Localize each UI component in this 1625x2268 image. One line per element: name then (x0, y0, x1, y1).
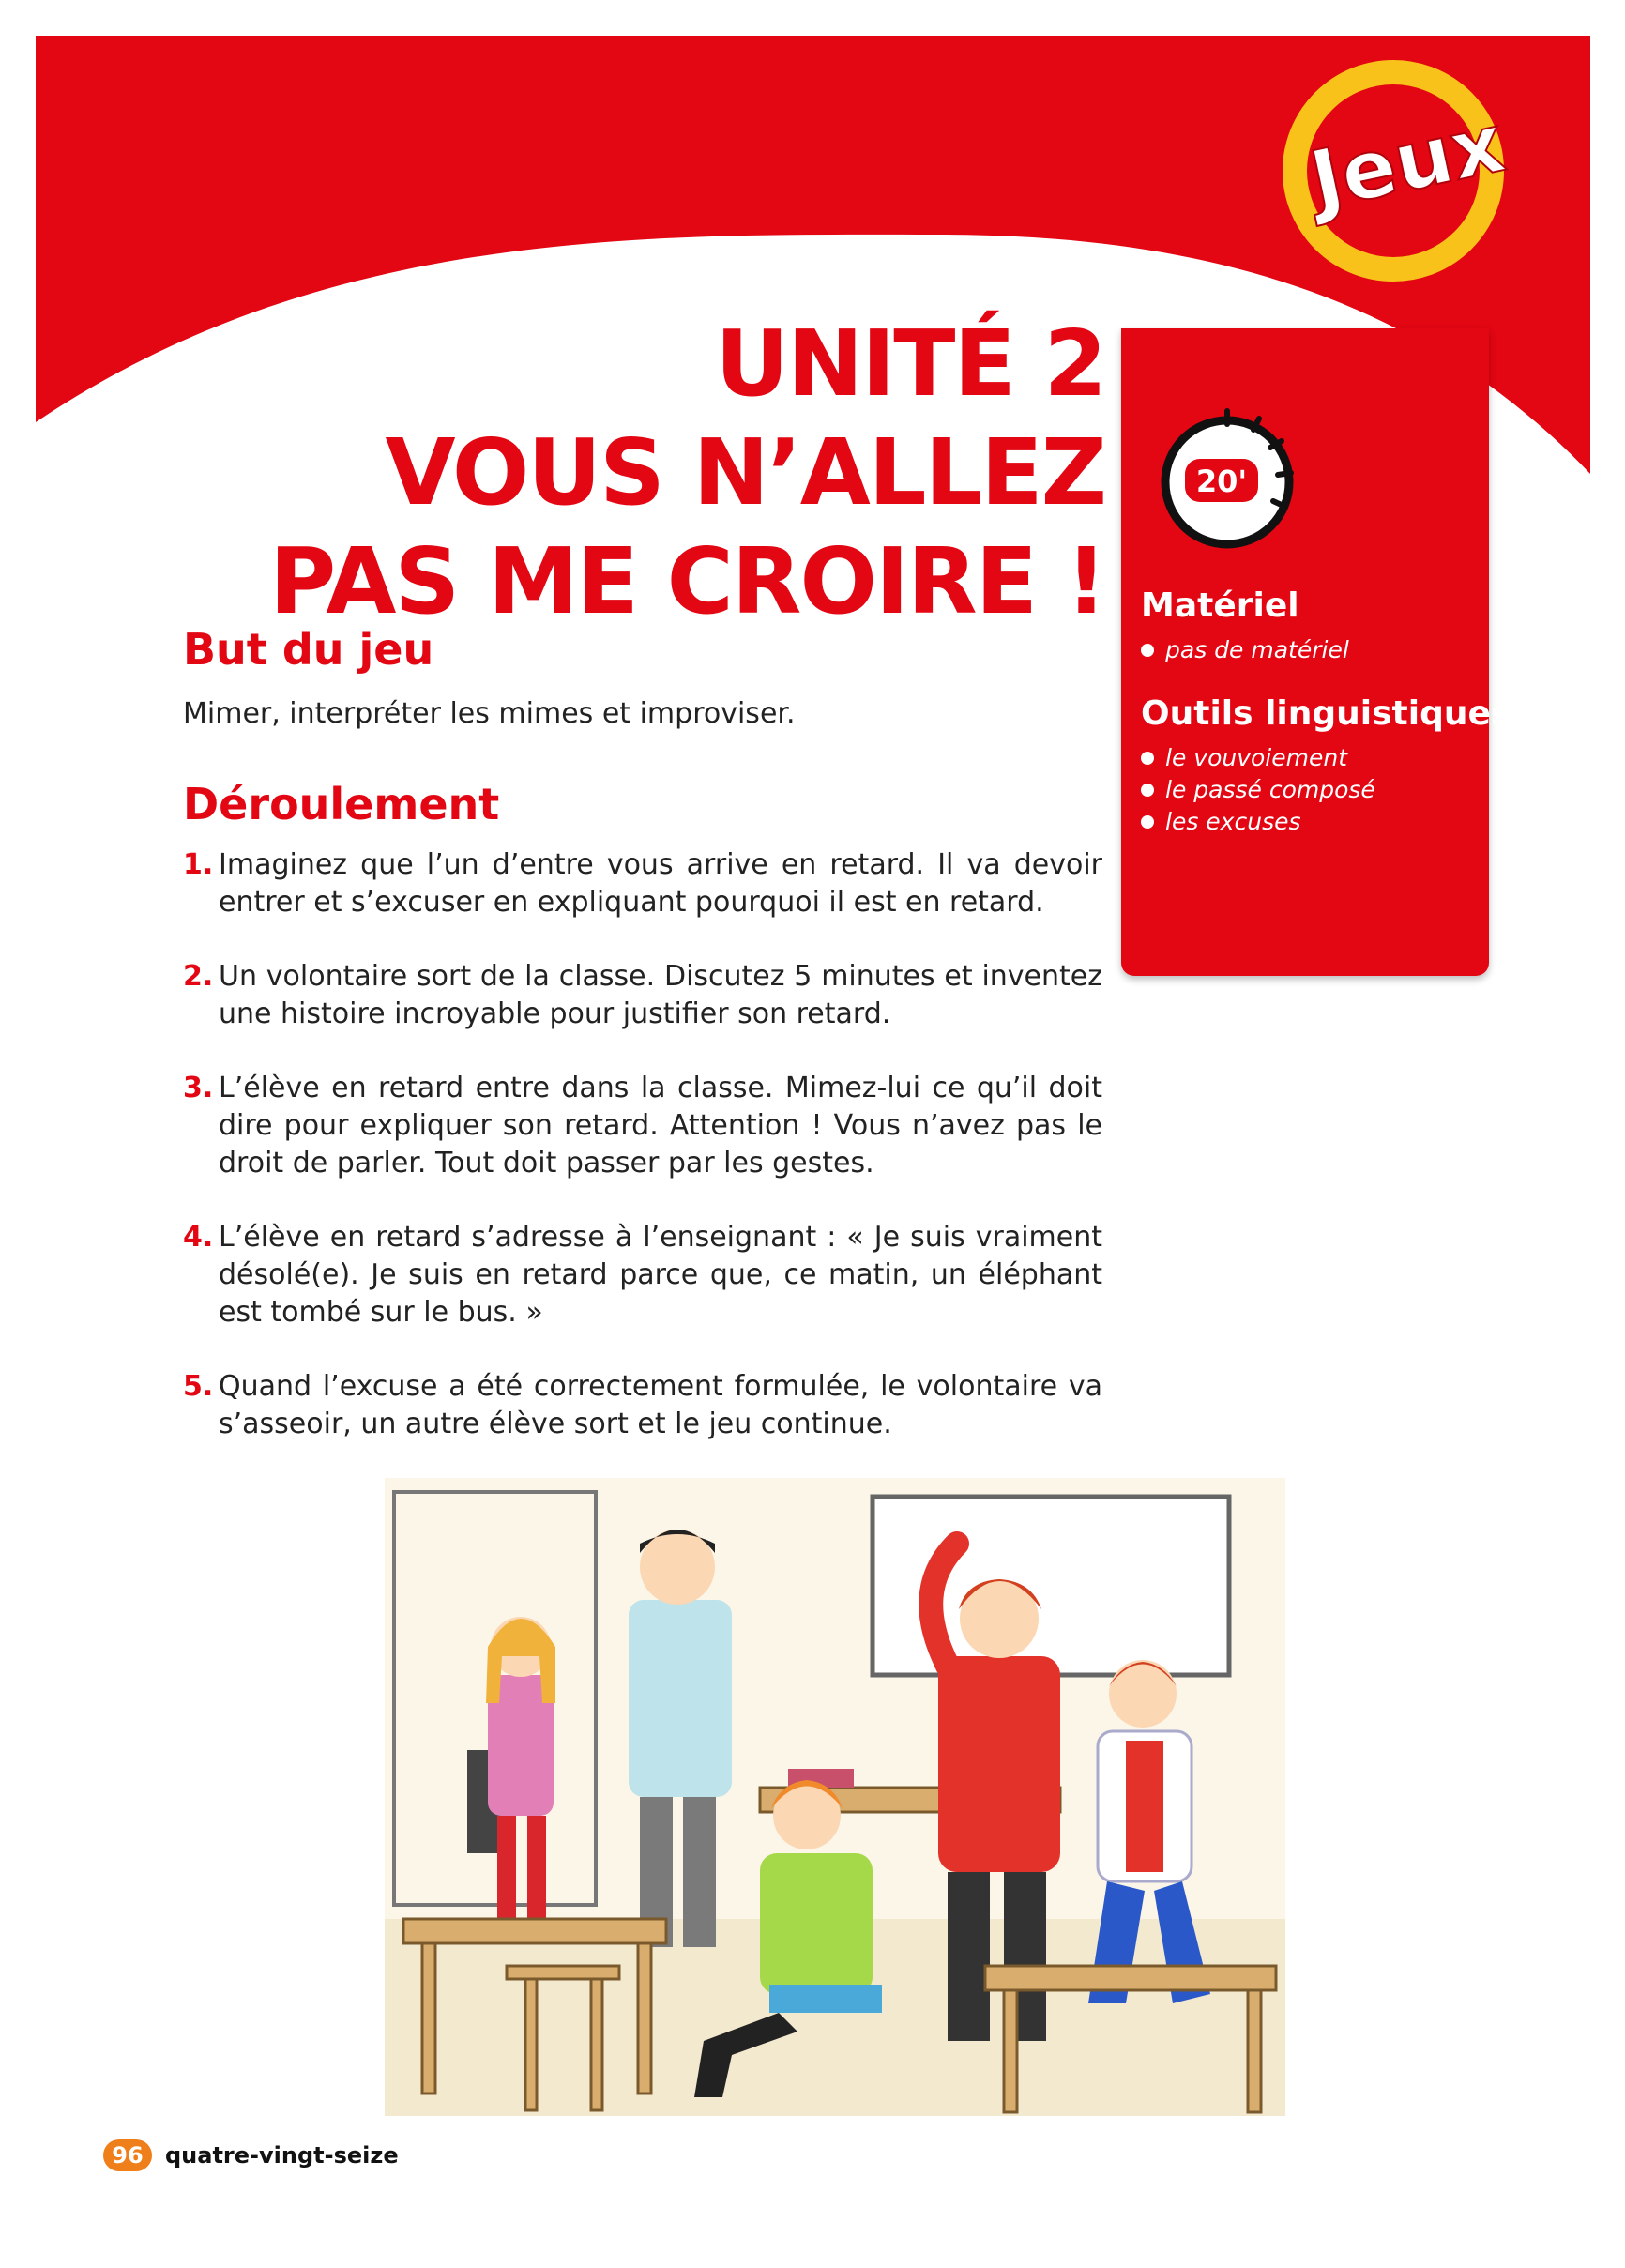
step-5 (183, 1368, 1102, 1443)
step-text: L’élève en retard entre dans la classe. Mimez-lui ce qu’il doit dire pour expliquer son retard. Attention ! Vous n’avez pas le droit de parler. Tout doit passer par les gestes. (219, 1072, 1102, 1180)
step-2 (183, 958, 1102, 1033)
timer-duration: 20' (1195, 464, 1248, 499)
but-heading: But du jeu (183, 624, 434, 675)
outils-item (1141, 806, 1375, 838)
step-1 (183, 846, 1102, 921)
materiel-list (1141, 634, 1349, 666)
step-4 (183, 1219, 1102, 1332)
bullet-icon (1141, 644, 1154, 657)
but-text: Mimer, interpréter les mimes et improviser. (183, 697, 796, 730)
step-number: 5. (183, 1370, 214, 1403)
step-text: Un volontaire sort de la classe. Discutez 5 minutes et inventez une histoire incroyable pour justifier son retard. (219, 960, 1102, 1030)
materiel-heading: Matériel (1141, 586, 1299, 625)
step-text: Quand l’excuse a été correctement formulée, le volontaire va s’asseoir, un autre élève sort et le jeu continue. (219, 1370, 1102, 1440)
step-number: 4. (183, 1221, 214, 1254)
classroom-illustration (385, 1478, 1285, 2116)
step-number: 3. (183, 1072, 214, 1104)
timer-icon (1154, 405, 1304, 556)
outils-item (1141, 742, 1375, 774)
step-text: Imaginez que l’un d’entre vous arrive en retard. Il va devoir entrer et s’excuser en expliquant pourquoi il est en retard. (219, 848, 1102, 919)
outils-item-text: le vouvoiement (1165, 744, 1348, 771)
materiel-item-text: pas de matériel (1165, 636, 1349, 663)
jeux-badge (1248, 58, 1539, 283)
bullet-icon (1141, 815, 1154, 829)
step-text: L’élève en retard s’adresse à l’enseignant : « Je suis vraiment désolé(e). Je suis en retard parce que, ce matin, un éléphant est tombé sur le bus. » (219, 1221, 1102, 1329)
step-number: 1. (183, 848, 214, 881)
bullet-icon (1141, 784, 1154, 797)
outils-list (1141, 742, 1375, 838)
page-number-badge: 96 (103, 2139, 152, 2171)
step-number: 2. (183, 960, 214, 993)
badge-label: Jeux (1302, 96, 1512, 229)
outils-heading: Outils linguistiques (1141, 694, 1511, 733)
title-line-3: PAS ME CROIRE ! (269, 528, 1105, 634)
deroulement-heading: Déroulement (183, 779, 500, 830)
steps-list (183, 846, 1102, 1480)
page-title (141, 310, 1105, 636)
outils-item-text: le passé composé (1165, 776, 1375, 803)
title-line-1: UNITÉ 2 (715, 311, 1105, 417)
materiel-item (1141, 634, 1349, 666)
page-number-words: quatre-vingt-seize (165, 2142, 399, 2169)
outils-item (1141, 774, 1375, 806)
step-3 (183, 1070, 1102, 1182)
title-line-2: VOUS N’ALLEZ (385, 419, 1105, 525)
bullet-icon (1141, 752, 1154, 765)
outils-item-text: les excuses (1165, 808, 1301, 835)
